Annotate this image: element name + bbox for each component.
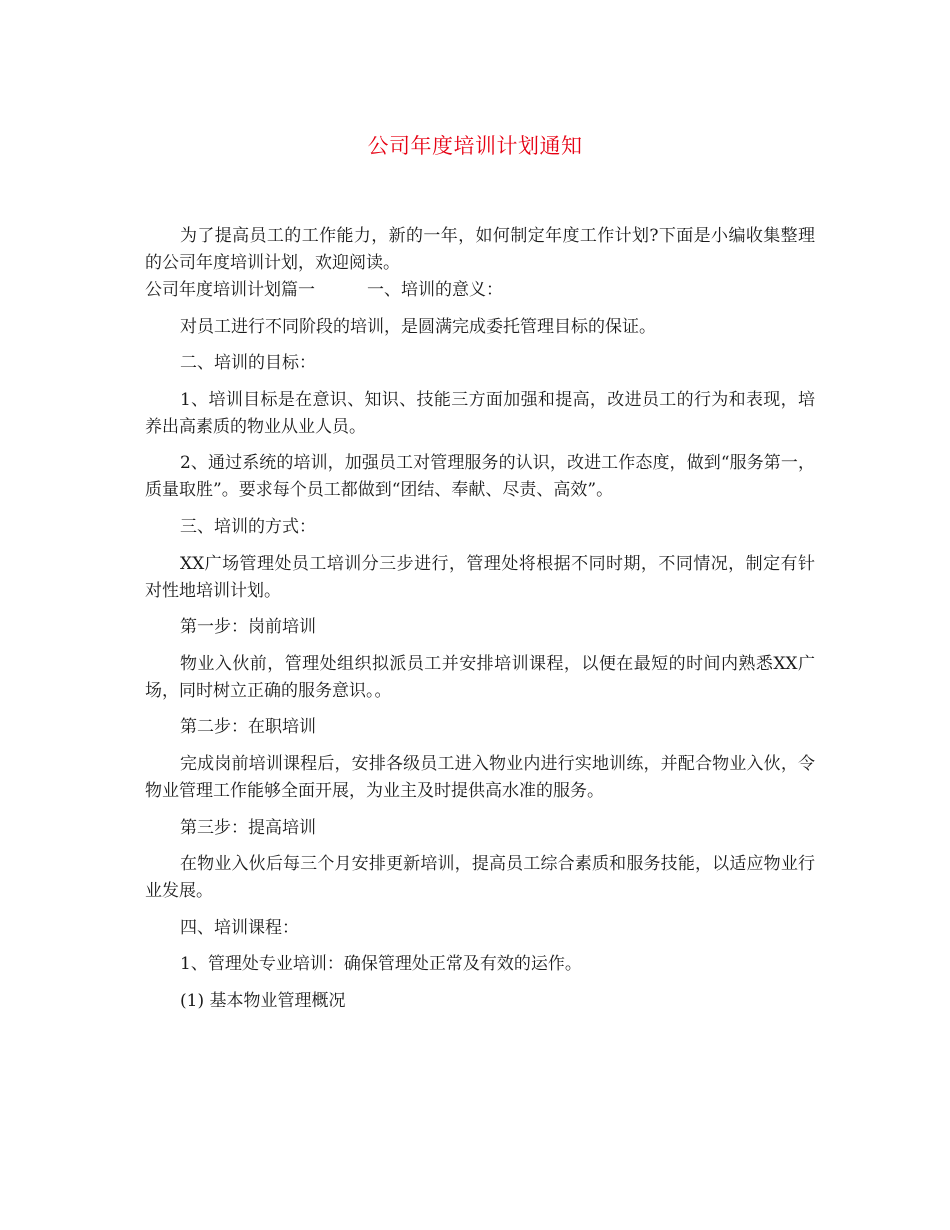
paragraph-step-2: 完成岗前培训课程后，安排各级员工进入物业内进行实地训练，并配合物业入伙，令物业管理工作能够全面开展，为业主及时提供高水准的服务。 — [145, 753, 815, 801]
paragraph-purpose: 对员工进行不同阶段的培训，是圆满完成委托管理目标的保证。 — [180, 316, 656, 337]
heading-step-2: 第二步：在职培训 — [180, 717, 316, 738]
section-line — [145, 277, 815, 304]
heading-methods: 三、培训的方式： — [180, 516, 316, 537]
paragraph-step-1: 物业入伙前，管理处组织拟派员工并安排培训课程，以便在最短的时间内熟悉XX广场，同时树立正确的服务意识。。 — [145, 653, 815, 701]
section-line-left: 公司年度培训计划篇一 — [145, 280, 315, 300]
document-title: 公司年度培训计划通知 — [367, 134, 583, 158]
intro-paragraph: 为了提高员工的工作能力，新的一年，如何制定年度工作计划?下面是小编收集整理的公司年度培训计划，欢迎阅读。 — [145, 226, 815, 273]
heading-goals: 二、培训的目标： — [180, 353, 316, 374]
paragraph-goal-1: 1、培训目标是在意识、知识、技能三方面加强和提高，改进员工的行为和表现，培养出高素质的物业从业人员。 — [145, 389, 815, 437]
paragraph-methods: XX广场管理处员工培训分三步进行，管理处将根据不同时期，不同情况，制定有针对性地培训计划。 — [145, 553, 815, 601]
heading-courses: 四、培训课程： — [180, 917, 299, 938]
paragraph-course-1-1: (1) 基本物业管理概况 — [180, 990, 346, 1011]
heading-step-3: 第三步：提高培训 — [180, 817, 316, 838]
paragraph-step-3: 在物业入伙后每三个月安排更新培训，提高员工综合素质和服务技能，以适应物业行业发展。 — [145, 854, 815, 902]
document-body — [145, 223, 815, 1025]
paragraph-goal-2: 2、通过系统的培训，加强员工对管理服务的认识，改进工作态度，做到“服务第一，质量取胜”。要求每个员工都做到“团结、奉献、尽责、高效”。 — [145, 453, 815, 501]
section-line-right: 一、培训的意义： — [367, 280, 503, 300]
heading-step-1: 第一步：岗前培训 — [180, 617, 316, 638]
paragraph-course-1: 1、管理处专业培训：确保管理处正常及有效的运作。 — [180, 954, 582, 975]
